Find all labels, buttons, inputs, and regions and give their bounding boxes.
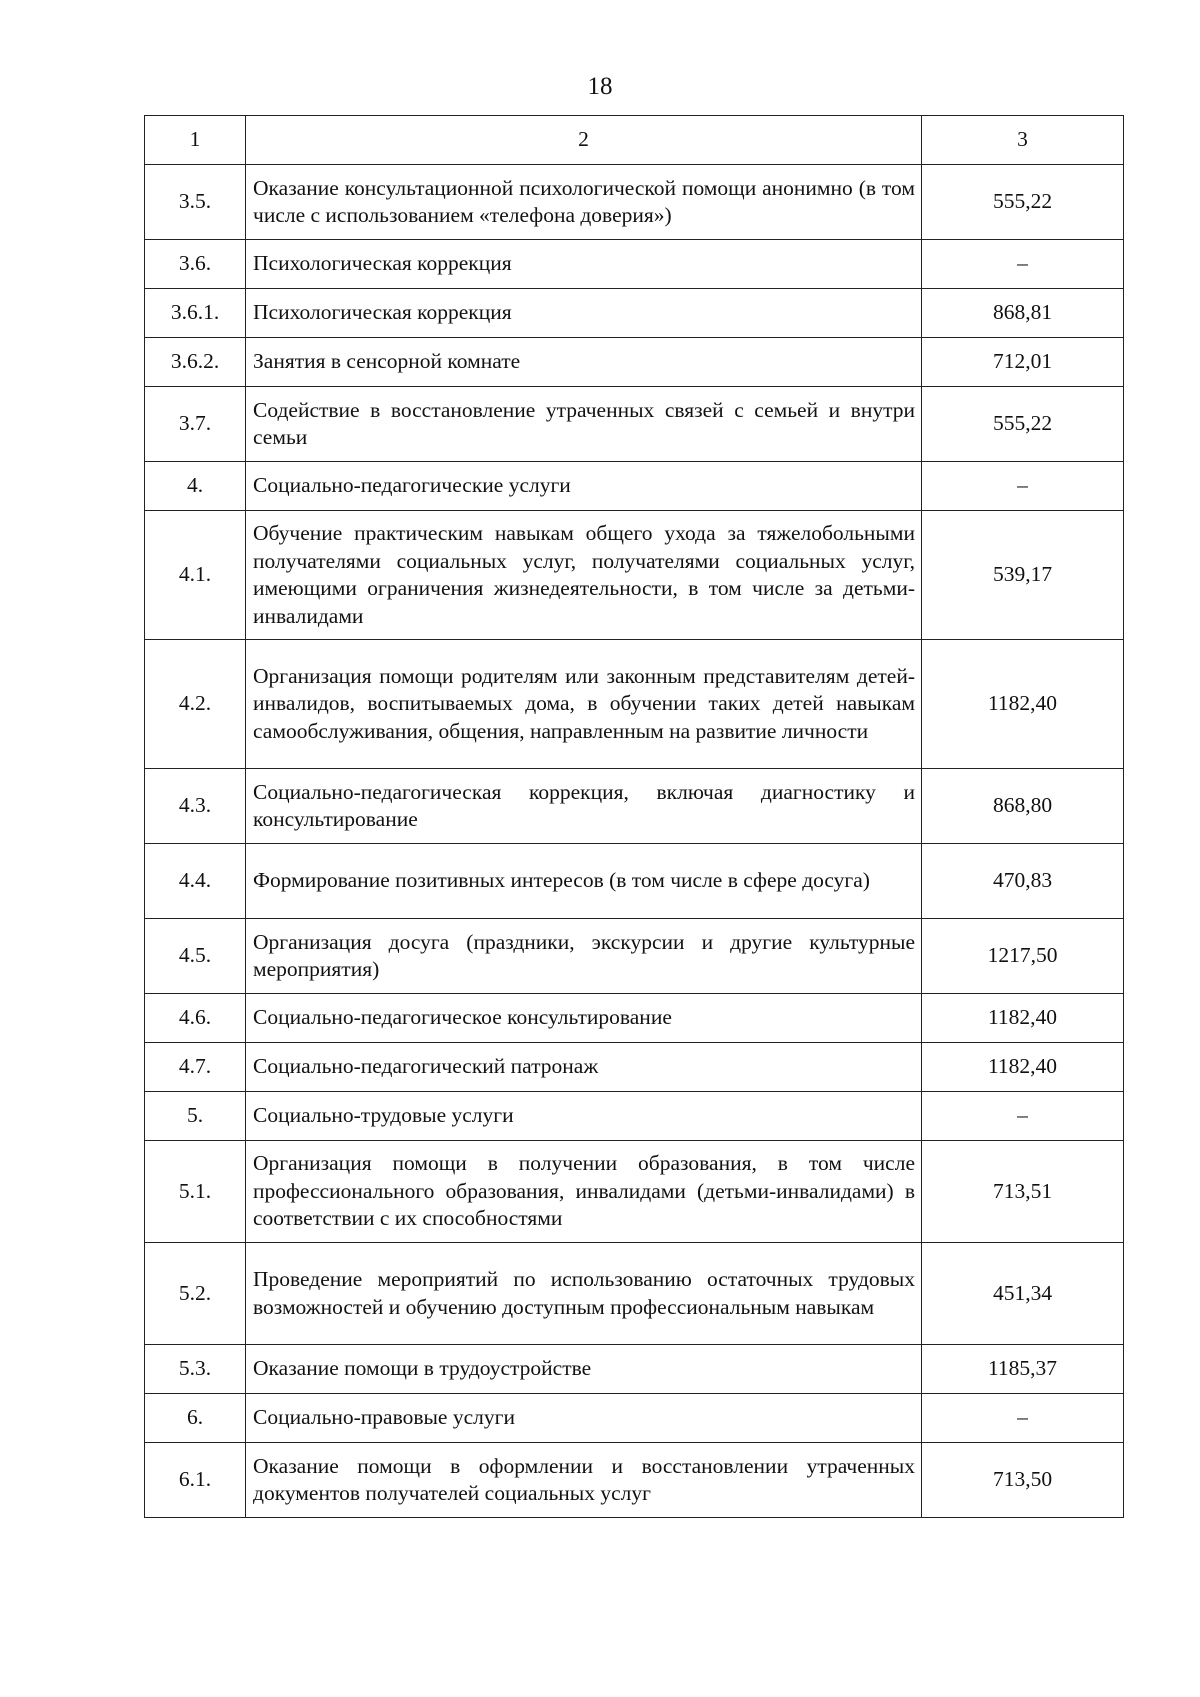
price-cell: 451,34	[922, 1243, 1124, 1345]
service-name-cell: Социально-педагогическое консультирование	[246, 994, 922, 1043]
table-row	[145, 462, 1124, 511]
price-cell: –	[922, 240, 1124, 289]
service-name-cell: Социально-правовые услуги	[246, 1394, 922, 1443]
service-name-cell: Социально-педагогические услуги	[246, 462, 922, 511]
table-row	[145, 240, 1124, 289]
services-price-table	[144, 115, 1124, 1518]
price-cell: 868,81	[922, 289, 1124, 338]
price-cell: 555,22	[922, 387, 1124, 462]
service-name-cell: Организация помощи в получении образования, в том числе профессионального образования, инвалидами (детьми-инвалидами) в соответствии с их способностями	[246, 1141, 922, 1243]
price-cell: –	[922, 462, 1124, 511]
service-name-cell: Психологическая коррекция	[246, 240, 922, 289]
service-name-cell: Оказание помощи в оформлении и восстановлении утраченных документов получателей социальных услуг	[246, 1443, 922, 1518]
service-name-cell: Оказание консультационной психологической помощи анонимно (в том числе с использованием «телефона доверия»)	[246, 165, 922, 240]
price-cell: 1217,50	[922, 919, 1124, 994]
table-row	[145, 1443, 1124, 1518]
row-number-cell: 4.3.	[145, 769, 246, 844]
service-name-cell: Формирование позитивных интересов (в том числе в сфере досуга)	[246, 844, 922, 919]
table-row	[145, 640, 1124, 769]
price-cell: 1185,37	[922, 1345, 1124, 1394]
row-number-cell: 4.2.	[145, 640, 246, 769]
table-row	[145, 769, 1124, 844]
row-number-cell: 5.	[145, 1092, 246, 1141]
service-name-cell: Оказание помощи в трудоустройстве	[246, 1345, 922, 1394]
service-name-cell: Организация досуга (праздники, экскурсии и другие культурные мероприятия)	[246, 919, 922, 994]
table-row	[145, 1141, 1124, 1243]
price-cell: 712,01	[922, 338, 1124, 387]
table-body	[145, 116, 1124, 1518]
service-name-cell: Социально-трудовые услуги	[246, 1092, 922, 1141]
service-name-cell: Социально-педагогическая коррекция, включая диагностику и консультирование	[246, 769, 922, 844]
row-number-cell: 6.1.	[145, 1443, 246, 1518]
price-cell: 1182,40	[922, 1043, 1124, 1092]
row-number-cell: 5.3.	[145, 1345, 246, 1394]
row-number-cell: 4.	[145, 462, 246, 511]
price-cell: 1182,40	[922, 640, 1124, 769]
table-row	[145, 165, 1124, 240]
service-name-cell: Социально-педагогический патронаж	[246, 1043, 922, 1092]
price-cell: –	[922, 1394, 1124, 1443]
row-number-cell: 6.	[145, 1394, 246, 1443]
service-name-cell: Проведение мероприятий по использованию остаточных трудовых возможностей и обучению доступным профессиональным навыкам	[246, 1243, 922, 1345]
price-cell: 1182,40	[922, 994, 1124, 1043]
row-number-cell: 3.6.2.	[145, 338, 246, 387]
service-name-cell: Психологическая коррекция	[246, 289, 922, 338]
table-row	[145, 919, 1124, 994]
row-number-cell: 5.1.	[145, 1141, 246, 1243]
row-number-cell: 4.1.	[145, 511, 246, 640]
header-cell-number: 1	[145, 116, 246, 165]
row-number-cell: 4.7.	[145, 1043, 246, 1092]
service-name-cell: Содействие в восстановление утраченных связей с семьей и внутри семьи	[246, 387, 922, 462]
header-cell-price: 3	[922, 116, 1124, 165]
price-cell: 539,17	[922, 511, 1124, 640]
service-name-cell: Занятия в сенсорной комнате	[246, 338, 922, 387]
price-cell: 470,83	[922, 844, 1124, 919]
table-row	[145, 511, 1124, 640]
service-name-cell: Обучение практическим навыкам общего ухода за тяжелобольными получателями социальных услуг, получателями социальных услуг, имеющими ограничения жизнедеятельности, в том числе за детьми-инвалидами	[246, 511, 922, 640]
table-row	[145, 289, 1124, 338]
row-number-cell: 3.5.	[145, 165, 246, 240]
service-name-cell: Организация помощи родителям или законным представителям детей-инвалидов, воспитываемых дома, в обучении таких детей навыкам самообслуживания, общения, направленным на развитие личности	[246, 640, 922, 769]
table-row	[145, 1092, 1124, 1141]
table-row	[145, 387, 1124, 462]
header-cell-service: 2	[246, 116, 922, 165]
row-number-cell: 3.6.	[145, 240, 246, 289]
price-cell: 713,50	[922, 1443, 1124, 1518]
table-header-row	[145, 116, 1124, 165]
price-cell: 713,51	[922, 1141, 1124, 1243]
price-cell: 555,22	[922, 165, 1124, 240]
row-number-cell: 3.7.	[145, 387, 246, 462]
row-number-cell: 4.6.	[145, 994, 246, 1043]
table-row	[145, 1043, 1124, 1092]
table-row	[145, 844, 1124, 919]
row-number-cell: 4.4.	[145, 844, 246, 919]
table-row	[145, 994, 1124, 1043]
price-cell: –	[922, 1092, 1124, 1141]
table-row	[145, 1394, 1124, 1443]
table-row	[145, 1243, 1124, 1345]
row-number-cell: 5.2.	[145, 1243, 246, 1345]
table-row	[145, 338, 1124, 387]
page-number: 18	[587, 73, 613, 100]
table-row	[145, 1345, 1124, 1394]
row-number-cell: 3.6.1.	[145, 289, 246, 338]
price-cell: 868,80	[922, 769, 1124, 844]
row-number-cell: 4.5.	[145, 919, 246, 994]
